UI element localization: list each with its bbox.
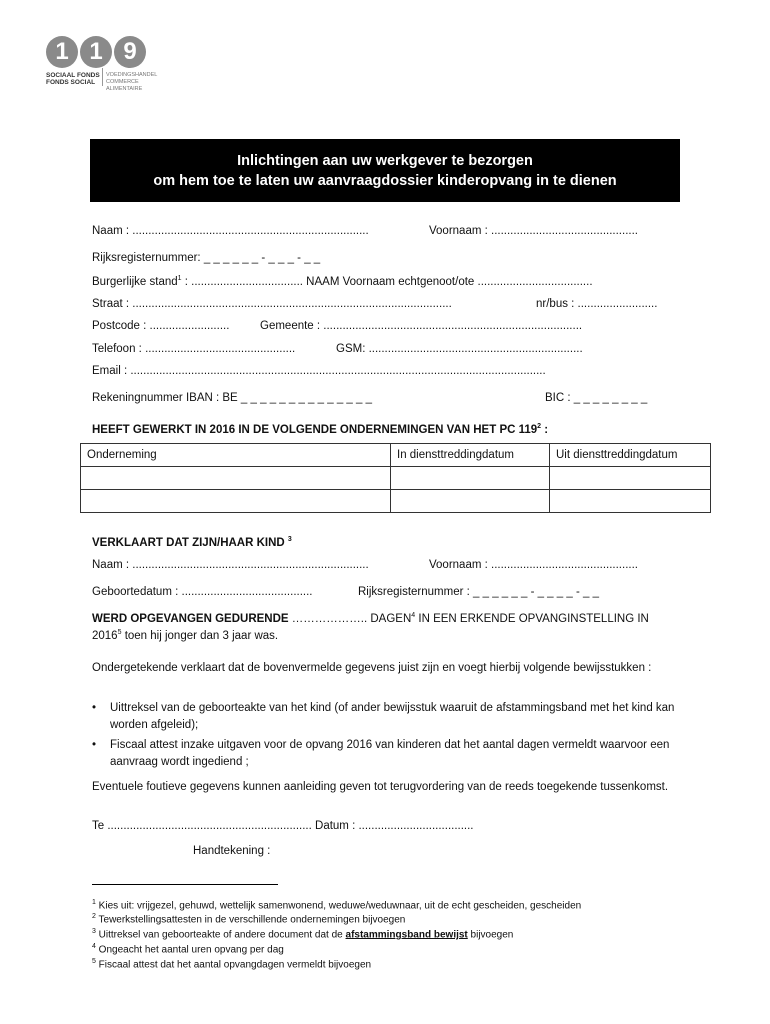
gsm-field[interactable]: GSM: ................................................................... <box>336 343 583 355</box>
postcode-field[interactable]: Postcode : ......................... <box>92 320 230 332</box>
bullet-icon: • <box>92 702 97 714</box>
child-heading-text: VERKLAART DAT ZIJN/HAAR KIND <box>92 536 288 549</box>
iban-field[interactable]: Rekeningnummer IBAN : BE _ _ _ _ _ _ _ _ _ _ _ _ _ _ <box>92 392 372 404</box>
footnote-number: 5 <box>92 958 96 965</box>
table-cell[interactable] <box>391 467 550 490</box>
employers-table <box>80 443 711 513</box>
table-cell[interactable] <box>550 467 711 490</box>
list-item-text: Fiscaal attest inzake uitgaven voor de opvang 2016 van kinderen dat het aantal dagen vermeldt waarvoor een aanvraag wordt ingediend ; <box>110 739 670 768</box>
footnote-text: Uittreksel van geboorteakte of andere document dat de <box>95 929 346 941</box>
burgerlijke-stand-field[interactable] <box>92 275 593 288</box>
footnote <box>92 913 405 925</box>
email-field[interactable]: Email : .................................................................................................................................. <box>92 365 546 377</box>
opgevangen-days: ……………….. DAGEN <box>288 612 412 625</box>
opgevangen-label: WERD OPGEVANGEN GEDURENDE <box>92 612 289 625</box>
burgerlijke-stand-value: : ................................... NAAM Voornaam echtgenoot/ote .................................... <box>181 275 593 288</box>
footnote-ref: 1 <box>177 275 182 282</box>
logo-text-line: COMMERCE ALIMENTAIRE <box>106 79 143 92</box>
opgevangen-line[interactable] <box>92 612 649 625</box>
form-title-line: om hem toe te laten uw aanvraagdossier kinderopvang in te dienen <box>153 172 617 189</box>
logo-separator <box>102 68 103 86</box>
voornaam-field[interactable]: Voornaam : .............................................. <box>429 225 638 237</box>
footnote <box>92 899 581 911</box>
list-item-text: Uittreksel van de geboorteakte van het kind (of ander bewijsstuk waaruit de afstammingsband met het kind kan worden afgeleid); <box>110 702 675 731</box>
footnote-ref: 4 <box>411 612 416 619</box>
table-row <box>81 467 711 490</box>
te-datum-field[interactable]: Te ................................................................ Datum : .................................... <box>92 820 474 832</box>
telefoon-field[interactable]: Telefoon : ............................................... <box>92 343 296 355</box>
form-title <box>90 139 680 202</box>
handtekening-field[interactable]: Handtekening : <box>193 845 271 857</box>
footnote-text: Ongeacht het aantal uren opvang per dag <box>95 944 284 956</box>
logo-text-line: FONDS SOCIAL <box>46 79 96 86</box>
form-title-line: Inlichtingen aan uw werkgever te bezorgen <box>237 152 533 169</box>
year-text: 2016 <box>92 629 118 642</box>
column-header: Onderneming <box>81 444 391 467</box>
footnote-ref: 2 <box>537 423 542 430</box>
geboortedatum-field[interactable]: Geboortedatum : ......................................... <box>92 586 313 598</box>
footnote <box>92 943 284 955</box>
table-cell[interactable] <box>81 467 391 490</box>
footnote-number: 4 <box>92 943 96 950</box>
footnote <box>92 958 371 970</box>
straat-field[interactable]: Straat : .................................................................................................... <box>92 298 452 310</box>
footnote <box>92 928 513 940</box>
footnote-number: 3 <box>92 928 96 935</box>
footnote-text: Fiscaal attest dat het aantal opvangdagen vermeldt bijvoegen <box>95 959 372 971</box>
table-cell[interactable] <box>391 490 550 513</box>
table-header-row <box>81 444 711 467</box>
column-header: Uit diensttreddingdatum <box>550 444 711 467</box>
bic-field[interactable]: BIC : _ _ _ _ _ _ _ _ <box>545 392 648 404</box>
table-cell[interactable] <box>81 490 391 513</box>
rijksregister-field[interactable]: Rijksregisternummer: _ _ _ _ _ _ - _ _ _ - _ _ <box>92 252 321 264</box>
warning-paragraph: Eventuele foutieve gegevens kunnen aanleiding geven tot terugvordering van de reeds toegekende tussenkomst. <box>92 781 669 793</box>
logo-text-line: VOEDINGSHANDEL <box>106 72 158 78</box>
employers-heading <box>92 423 548 436</box>
list-item <box>92 737 680 771</box>
employers-heading-end: : <box>541 423 549 436</box>
footnote-text: Kies uit: vrijgezel, gehuwd, wettelijk samenwonend, weduwe/weduwnaar, uit de echt gescheiden, gescheiden <box>95 900 582 912</box>
footnote-ref: 3 <box>287 536 292 543</box>
child-rijksregister-field[interactable]: Rijksregisternummer : _ _ _ _ _ _ - _ _ _ _ - _ _ <box>358 586 599 598</box>
table-row <box>81 490 711 513</box>
child-naam-field[interactable]: Naam : .......................................................................... <box>92 559 369 571</box>
list-item <box>92 700 680 734</box>
column-header: In diensttreddingdatum <box>391 444 550 467</box>
opgevangen-text: IN EEN ERKENDE OPVANGINSTELLING IN <box>415 612 649 625</box>
year-rest-text: toen hij jonger dan 3 jaar was. <box>121 629 279 642</box>
child-voornaam-field[interactable]: Voornaam : .............................................. <box>429 559 638 571</box>
footnote-number: 2 <box>92 913 96 920</box>
employers-heading-text: HEEFT GEWERKT IN 2016 IN DE VOLGENDE ONDERNEMINGEN VAN HET PC 119 <box>92 423 538 436</box>
logo-digit: 1 <box>46 36 78 68</box>
child-heading <box>92 536 292 549</box>
logo-digit: 9 <box>114 36 146 68</box>
declaration-paragraph: Ondergetekende verklaart dat de bovenvermelde gegevens juist zijn en voegt hierbij volgende bewijsstukken : <box>92 662 652 674</box>
footnote-divider <box>92 884 278 885</box>
burgerlijke-stand-label: Burgerlijke stand <box>92 275 178 288</box>
nrbus-field[interactable]: nr/bus : ......................... <box>536 298 658 310</box>
footnote-ref: 5 <box>117 629 122 636</box>
gemeente-field[interactable]: Gemeente : ................................................................................. <box>260 320 583 332</box>
logo-digit: 1 <box>80 36 112 68</box>
table-cell[interactable] <box>550 490 711 513</box>
footnote-text: bijvoegen <box>467 929 514 941</box>
sociaal-fonds-logo <box>46 36 176 90</box>
bullet-icon: • <box>92 739 97 751</box>
logo-right-text <box>106 72 176 93</box>
year-line <box>92 629 278 642</box>
logo-left-text <box>46 72 100 86</box>
footnote-number: 1 <box>92 899 96 906</box>
logo-text-line: SOCIAAL FONDS <box>46 72 100 79</box>
footnote-emphasis: afstammingsband bewijst <box>345 929 468 941</box>
footnote-text: Tewerkstellingsattesten in de verschillende ondernemingen bijvoegen <box>95 914 406 926</box>
naam-field[interactable]: Naam : .......................................................................... <box>92 225 369 237</box>
